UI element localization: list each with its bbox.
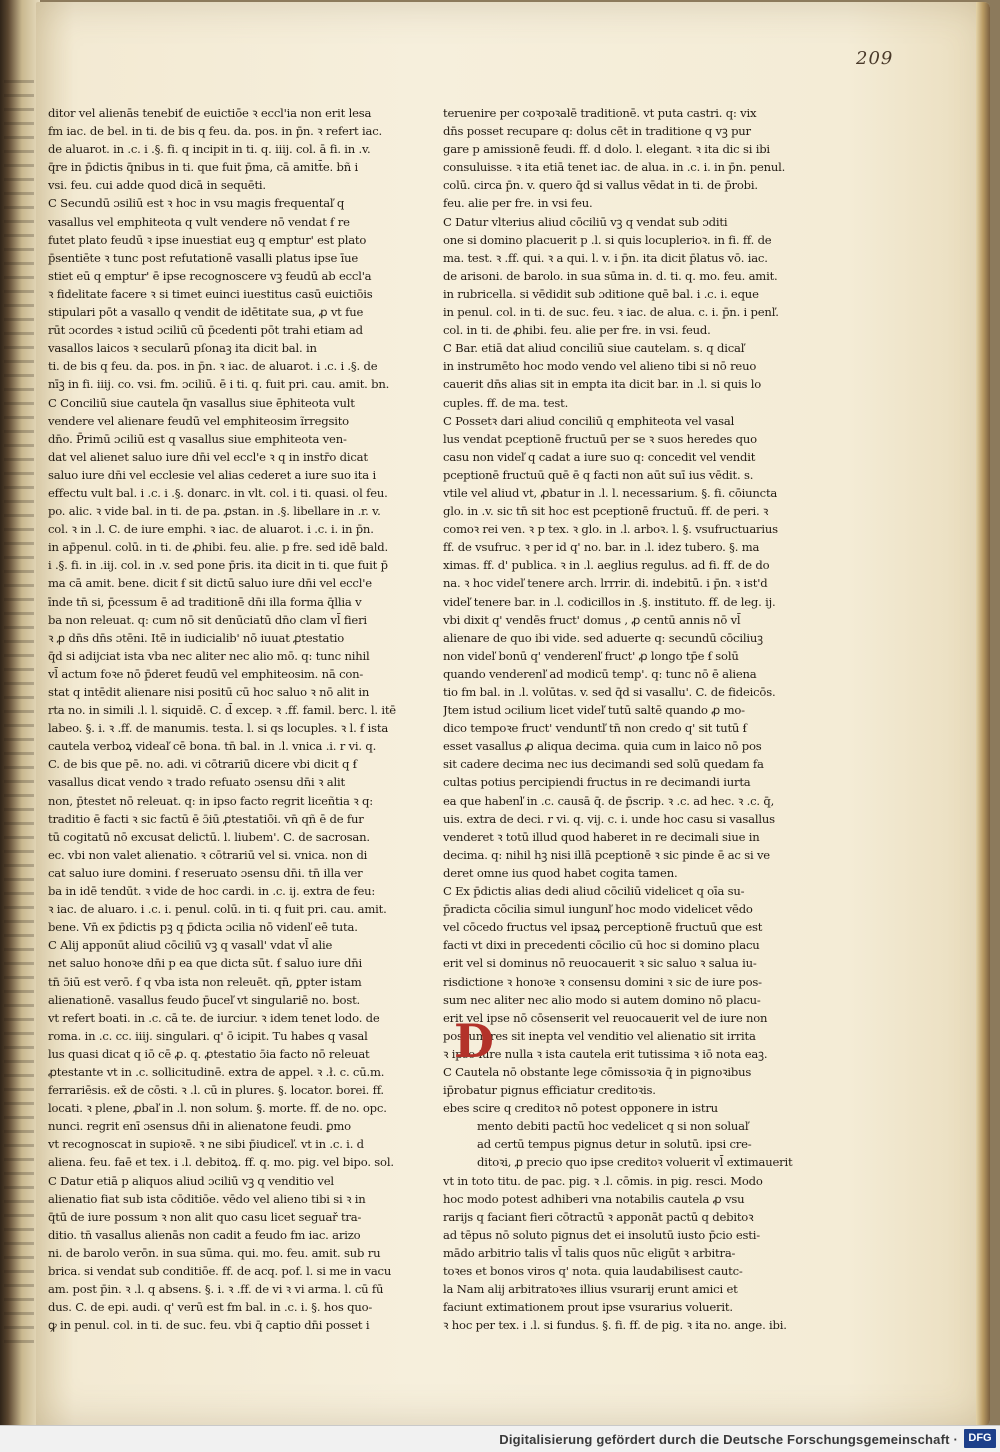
left-column-line: aliena. feu. faē et tex. i .l. debitoꝝ. ff. q. mo. pig. vel bipo. sol. (48, 1155, 394, 1170)
right-column-line: ma. test. ꝛ .ff. qui. ꝛ a qui. l. v. i p̄n. ita dicit p̄latus vō. iac. (443, 250, 768, 265)
right-column-line: cuples. ff. de ma. test. (443, 395, 569, 410)
left-column-line: lus quasi dicat q iō cē ꝓ. q. ꝓtestatio ɔ̄ia facto nō releuat (48, 1046, 370, 1061)
right-column-line: C Datur vlterius aliud cōciliū vꝫ q vendat sub ɔditi (443, 214, 728, 229)
right-column-line: ꝛ hoc per tex. i .l. si fundus. §. fi. ff. de pig. ꝛ ita no. ange. ibi. (443, 1318, 787, 1333)
right-column-line: mento debiti pactū hoc vedelicet q si non soluaľ (477, 1119, 749, 1134)
left-column-line: cat saluo iure domini. ẜ reseruato ɔsensu dn̄i. tn̄ illa ver (48, 865, 363, 880)
left-column-line: fm iac. de bel. in ti. de bis q feu. da. pos. in p̄n. ꝛ refert iac. (48, 124, 382, 139)
right-column-line: la Nam alij arbitratoꝛes illius vsurarij erunt amici et (443, 1282, 738, 1297)
right-column-line: cauerit dn̄s alias sit in empta ita dicit bar. in .l. si quis lo (443, 377, 762, 392)
left-column-line: ferrariēsis. ex̄ de cōsti. ꝛ .l. cū in plures. §. locator. borei. ff. (48, 1083, 384, 1098)
right-column-line: teruenire per coꝛpoꝛalē traditionē. vt puta castri. q: vix (443, 106, 757, 120)
left-text-column (48, 104, 414, 1334)
right-column-line: vt in toto titu. de pac. pig. ꝛ .l. cōmis. in pig. resci. Modo (443, 1173, 763, 1188)
right-column-line: ad tēpus nō soluto pignus det ei insolutū iusto p̄cio esti- (443, 1227, 760, 1242)
left-column-line: vl̄ actum foꝛe nō p̄deret feudū vel emphiteosim. nā con- (48, 666, 364, 681)
page-edge (976, 2, 990, 1426)
left-column-line: vasallus vel emphiteota q vult vendere nō vendat ẜ re (48, 214, 350, 229)
right-column-line: vtile vel aliud vt, ꝓbatur in .l. l. necessarium. §. fi. cōiuncta (443, 485, 778, 500)
funding-credit: Digitalisierung gefördert durch die Deutsche Forschungsgemeinschaft · (499, 1432, 958, 1447)
right-column-line: de arisoni. de barolo. in sua sūma in. d. ti. q. mo. feu. amit. (443, 268, 778, 283)
right-column-line: C Possetꝛ dari aliud conciliū q emphiteota vel vasal (443, 413, 735, 428)
left-column-line: de aluarot. in .c. i .§. fi. q incipit in ti. q. iiij. col. ā fi. in .v. (48, 142, 371, 157)
left-column-line: q̄re in p̄dictis q̄nibus in ti. que fuit p̄ma, cā amitt̄e. bñ i (48, 160, 359, 175)
left-column-line: ꝛ iac. de aluaro. i .c. i. penul. colū. in ti. q fuit pri. cau. amit. (48, 902, 387, 917)
left-column-line: col. ꝛ in .l. C. de iure emphi. ꝛ iac. de aluarot. i .c. i. in p̄n. (48, 522, 374, 537)
right-column-line: in rubricella. si vēdidit sub ɔditione quē bal. i .c. i. eque (443, 286, 759, 301)
right-column-line: ea que habenľ in .c. causā q̄. de p̄scrip. ꝛ .c. ad hec. ꝛ .c. q̄, (443, 793, 775, 808)
right-column-line: deret omne ius quod habet cogita tamen. (443, 865, 678, 880)
right-column-line: pceptionē fructuū quē ē q facti non aūt suī ius vēdit. s. (443, 467, 754, 482)
right-column-line: casu non videľ q cadat a iure suo q: concedit vel vendit (443, 449, 756, 464)
right-column-line: sum nec aliter nec alio modo si autem domino nō placu- (443, 992, 761, 1007)
dfg-logo: DFG (964, 1429, 996, 1448)
left-column-line: dat vel alienet saluo iure dn̄i vel eccl'e ꝛ q in instr̄o dicat (48, 449, 368, 464)
right-column-line: one si domino placuerit p .l. si quis locuplerioꝛ. in fi. ff. de (443, 232, 772, 247)
left-column-line: tn̄ ɔ̄iū est verō. ẜ q vba ista non releuēt. qn̄, ꝑpter istam (48, 974, 362, 989)
right-column-line: dico tempoꝛe fruct' venduntľ tn̄ non credo q' sit tutū ẜ (443, 721, 747, 736)
left-column-line: ti. de bis q feu. da. pos. in p̄n. ꝛ iac. de aluarot. i .c. i .§. de (48, 359, 378, 374)
left-column-line: ditio. tn̄ vasallus alienās non cadit a feudo fm iac. arizo (48, 1227, 361, 1242)
right-column-line: vbi dixit q' vendēs fruct' domus , ꝓ centū annis nō vl̄ (443, 612, 741, 627)
left-column-line: ba in idē tendūt. ꝛ vide de hoc cardi. in .c. ij. extra de feu: (48, 884, 376, 899)
left-column-line: non, p̄testet nō releuat. q: in ipso facto regrit liceñtia ꝛ q: (48, 793, 373, 808)
left-column-line: saluo iure dn̄i vel ecclesie vel alias cederet a iure suo ita i (48, 467, 376, 482)
right-column-line: vel cōcedo fructus vel ipsaꝝ perceptionē fructuū que est (443, 920, 763, 935)
right-column-line: ditoꝛi, ꝓ precio quo ipse creditoꝛ voluerit vl̄ extimauerit (477, 1155, 793, 1170)
right-column-line: quando venderenľ ad modicū temp'. q: tunc nō ē aliena (443, 666, 757, 681)
right-column-line: p̄radicta cōcilia simul iungunľ hoc modo videlicet vēdo (443, 902, 753, 917)
right-column-line: risdictione ꝛ honoꝛe ꝛ consensu domini ꝛ sic de iure pos- (443, 974, 762, 989)
right-column-line: possum res sit inepta vel venditio vel alienatio sit irrita (443, 1028, 756, 1043)
left-column-line: ma cā amit. bene. dicit ẜ sit dictū saluo iure dn̄i vel eccl'e (48, 576, 372, 591)
right-column-line: uis. extra de deci. r vi. q. vij. c. i. unde hoc casu si vasallus (443, 811, 775, 826)
right-text-column (443, 104, 809, 1334)
right-column-line: C Ex p̄dictis alias dedi aliud cōciliū videlicet q oīa su- (443, 884, 745, 899)
left-column-line: q̄d si adijciat ista vba nec aliter nec alio mō. q: tunc nihil (48, 648, 370, 663)
right-column-line: col. in ti. de ꝓhibi. feu. alie per fre. in vsi. feud. (443, 323, 711, 338)
right-column-line: comoꝛ rei ven. ꝛ p tex. ꝛ glo. in .l. arboꝛ. l. §. vsufructuarius (443, 522, 778, 537)
right-column-line: in penul. col. in ti. de suc. feu. ꝛ iac. de alua. c. i. p̄n. i penľ. (443, 305, 779, 320)
left-column-line: īnde tn̄ si, p̄cessum ē ad traditionē dn̄i illa forma q̄llia v (48, 594, 362, 609)
left-page-text-fragment (4, 80, 34, 1350)
right-column-line: na. ꝛ hoc videľ tenere arch. lrrrir. di. indebitū. i p̄n. ꝛ ist'd (443, 576, 768, 591)
folio-number: 209 (856, 48, 894, 69)
left-page-edge (0, 0, 40, 1425)
left-column-line: futet plato feudū ꝛ ipse inuestiat euꝫ q emptur' est plato (48, 232, 367, 247)
right-column-line: feu. alie per fre. in vsi feu. (443, 196, 593, 211)
left-column-line: rta no. in simili .l. l. siquidē. C. d̄ excep. ꝛ .ff. famil. berc. l. itē (48, 703, 396, 718)
left-column-line: tū cogitatū nō excusat delictū. l. liubem'. C. de sacrosan. (48, 829, 370, 844)
right-column-line: ꝛ ipso iure nulla ꝛ ista cautela erit tutissima ꝛ iō nota eaꝫ. (443, 1046, 768, 1061)
right-column-line: toꝛes et bonos viros q' nota. quia laudabilisest cautc- (443, 1264, 743, 1278)
left-column-line: C Secundū ɔsiliū est ꝛ hoc in vsu magis frequentaľ q (48, 196, 345, 211)
left-column-line: vt recognoscat in supioꝛē. ꝛ ne sibi p̄iudiceľ. vt in .c. i. d (48, 1137, 364, 1152)
right-column-line: ad certū tempus pignus detur in solutū. ipsi cre- (477, 1137, 752, 1152)
left-column-line: alienationē. vasallus feudo p̄uceľ vt singulariē no. bost. (48, 992, 361, 1007)
left-column-line: ditor vel alienās tenebiť de euictiōe ꝛ eccl'ia non erit lesa (48, 106, 372, 120)
footer-bar (0, 1425, 1000, 1452)
left-column-line: brica. si vendat sub conditiōe. ff. de acq. pof. l. si me in vacu (48, 1264, 392, 1278)
right-column-line: ip̄robatur pignus efficiatur creditoꝛis. (443, 1083, 656, 1098)
right-column-line: venderet ꝛ totū illud quod haberet in re decimali siue in (443, 829, 760, 844)
right-column-line: Jtem istud ɔcilium licet videľ tutū saltē quando ꝓ mo- (443, 703, 745, 718)
right-column-line: C Cautela nō obstante lege cōmissoꝛia q̄ in pignoꝛibus (443, 1064, 752, 1079)
right-column-line: sit cadere decima nec ius decimandi sed solū quedam fa (443, 757, 764, 772)
right-column-line: esset vasallus ꝓ aliqua decima. quia cum in laico nō pos (443, 739, 762, 754)
rubricated-initial: D (454, 1014, 494, 1068)
right-column-line: ff. de vsufruc. ꝛ per id q' no. bar. in .l. idez tubero. §. ma (443, 540, 760, 555)
left-column-line: vasallus dicat vendo ꝛ trado refuato ɔsensu dn̄i ꝛ alit (48, 775, 345, 790)
right-column-line: alienare de quo ibi vide. sed aduerte q: secundū cōciliuꝫ (443, 630, 763, 645)
left-column-line: C Alij apponūt aliud cōciliū vꝫ q vasall' vdat vl̄ alie (48, 938, 333, 953)
right-column-line: mādo arbitrio talis vl̄ talis quos nūc eligūt ꝛ arbitra- (443, 1245, 736, 1260)
left-column-line: i .§. fi. in .iij. col. in .v. sed pone p̄ris. ita dicit in ti. que fuit p̄ (48, 558, 388, 573)
left-column-line: ꝛ ꝓ dn̄s dn̄s ɔtēni. Itē in iudicialib' nō iuuat ꝓtestatio (48, 630, 345, 645)
left-column-line: stipulari pōt a vasallo q vendit de idētitate sua, ꝓ vt fue (48, 305, 364, 320)
left-column-line: vt refert boati. in .c. cā te. de iurciur. ꝛ idem tenet lodo. de (48, 1010, 380, 1025)
right-column-line: erit vel ipse nō cōsenserit vel reuocauerit vel de iure non (443, 1010, 768, 1025)
left-column-line: ꝙ in penul. col. in ti. de suc. feu. vbi q̄ captio dn̄i posset i (48, 1318, 370, 1333)
left-column-line: vsi. feu. cui adde quod dicā in sequēti. (48, 178, 266, 193)
left-column-line: dn̄o. P̄rimū ɔciliū est q vasallus siue emphiteota ven- (48, 431, 347, 446)
left-column-line: C. de bis que pē. no. adi. vi cōtrariū dicere vbi dicit q ẜ (48, 757, 357, 772)
left-column-line: labeo. §. i. ꝛ .ff. de manumis. testa. l. si qs locuples. ꝛ l. ẜ ista (48, 721, 389, 736)
right-column-line: colū. circa p̄n. v. quero q̄d si vallus vēdat in ti. de p̄robi. (443, 178, 758, 193)
right-column-line: faciunt extimationem prout ipse vsurarius voluerit. (443, 1300, 733, 1315)
right-column-line: facti vt dixi in precedenti cōcilio cū hoc si domino placu (443, 938, 760, 953)
left-column-line: effectu vult bal. i .c. i .§. donarc. in vlt. col. i ti. quasi. ol feu. (48, 485, 388, 500)
right-column-line: cultas potius percipiendi fructus in re decimandi iurta (443, 775, 751, 790)
right-column-line: ebes scire q creditoꝛ nō potest opponere in istru (443, 1101, 718, 1116)
right-column-line: dn̄s posset recupare q: dolus cēt in traditione q vꝫ pur (443, 124, 751, 139)
left-column-line: in ap̄penul. colū. in ti. de ꝓhibi. feu. alie. p fre. sed idē bald. (48, 540, 388, 555)
left-column-line: alienatio fiat sub ista cōditiōe. vēdo vel alieno tibi si ꝛ in (48, 1191, 366, 1206)
left-column-line: dus. C. de epi. audi. q' verū est fm bal. in .c. i. §. hos quo- (48, 1300, 373, 1315)
right-column-line: consuluisse. ꝛ ita etiā tenet iac. de alua. in .c. i. in p̄n. penul. (443, 160, 786, 175)
left-column-line: roma. in .c. cc. iiij. singulari. q' ō icipit. Tu habes q vasal (48, 1028, 368, 1043)
left-column-line: ꝛ fidelitate facere ꝛ si timet euinci iuestitus casū euictiōis (48, 286, 373, 301)
right-column-line: ximas. ff. d' publica. ꝛ in .l. aeglius regulus. ad fi. ff. de do (443, 558, 770, 573)
left-column-line: ec. vbi non valet alienatio. ꝛ cōtrariū vel si. vnica. non di (48, 847, 368, 862)
right-column-line: tio fm bal. in .l. volūtas. v. sed q̄d si vasallu'. C. de fideicōs. (443, 685, 776, 699)
left-column-line: nīꝫ in fi. iiij. co. vsi. fm. ɔciliū. ē i ti. q. fuit pri. cau. amit. bn. (48, 377, 390, 392)
left-column-line: bene. Vn̄ ex p̄dictis pꝫ q p̄dicta ɔcilia nō videnľ eē tuta. (48, 920, 358, 935)
right-column-line: hoc modo potest adhiberi vna notabilis cautela ꝓ vsu (443, 1191, 745, 1206)
left-column-line: vendere vel alienare feudū vel emphiteosim ĩrregsito (48, 413, 349, 428)
right-column-line: glo. in .v. sic tn̄ sit hoc est pceptionē fructuū. ff. de peri. ꝛ (443, 504, 769, 519)
right-column-line: non videľ bonū q' venderenľ fruct' ꝓ longo tp̄e ẜ solū (443, 648, 739, 663)
left-column-line: ba non releuat. q: cum nō sit denūciatū dn̄o clam vl̄ fieri (48, 612, 367, 627)
left-column-line: rūt ɔcordes ꝛ istud ɔciliū cū p̄cedenti pōt trahi etiam ad (48, 323, 363, 338)
left-column-line: net saluo honoꝛe dn̄i p ea que dicta sūt. ẜ saluo iure dn̄i (48, 956, 363, 971)
left-column-line: ꝓtestante vt in .c. sollicitudinē. extra de appel. ꝛ .ł. c. cū.m. (48, 1064, 385, 1079)
left-column-line: locati. ꝛ plene, ꝓbaľ in .l. non solum. §. morte. ff. de no. opc. (48, 1101, 387, 1116)
right-column-line: decima. q: nihil hꝫ nisi illā pceptionē ꝛ sic pinde ē ac si ve (443, 847, 770, 862)
left-column-line: ni. de barolo verōn. in sua sūma. qui. mo. feu. amit. sub ru (48, 1245, 381, 1260)
right-column-line: C Bar. etiā dat aliud conciliū siue cautelam. s. q dicaľ (443, 341, 745, 356)
left-column-line: stat q intēdit alienare nisi positū cū hoc saluo ꝛ nō alit in (48, 685, 370, 699)
right-column-line: rarijs q faciant fieri cōtractū ꝛ apponāt pactū q debitoꝛ (443, 1209, 754, 1224)
left-column-line: am. post p̄in. ꝛ .l. q absens. §. i. ꝛ .ff. de vi ꝛ vi arma. l. cū fū (48, 1282, 384, 1297)
left-column-line: p̄sentiēte ꝛ tunc post refutationē vasalli platus ipse īue (48, 250, 359, 265)
left-column-line: C Conciliū siue cautela q̄n vasallus siue ēphiteota vult (48, 395, 355, 410)
right-column-line: erit vel si dominus nō reuocauerit ꝛ sic saluo ꝛ salua iu- (443, 956, 757, 971)
left-column-line: q̄tū de iure possum ꝛ non alit quo casu licet seguař tra- (48, 1209, 362, 1224)
right-column-line: lus vendat pceptionē fructuū per se ꝛ suos heredes quo (443, 431, 757, 446)
right-column-line: gare p amissionē feudi. ff. d dolo. l. elegant. ꝛ ita dic si ibi (443, 142, 770, 157)
left-column-line: C Datur etiā p aliquos aliud ɔciliū vꝫ q venditio vel (48, 1173, 334, 1188)
left-column-line: cautela verboꝝ videaľ cē bona. tn̄ bal. in .l. vnica .i. r vi. q. (48, 739, 377, 754)
left-column-line: vasallos laicos ꝛ secularū pſonaꝫ ita dicit bal. in (48, 341, 317, 356)
right-column-line: videľ tenere bar. in .l. codicillos in .§. instituto. ff. de leg. ij. (443, 594, 776, 609)
left-column-line: stiet eū q emptur' ē ipse recognoscere vꝫ feudū ab eccl'a (48, 268, 372, 283)
left-column-line: po. alic. ꝛ vide bal. in ti. de pa. ꝓstan. in .§. libellare in .r. v. (48, 504, 381, 519)
left-column-line: traditio ē facti ꝛ sic factū ē ɔ̄iū ꝓtestatiōi. vn̄ qñ ē de fur (48, 811, 364, 826)
right-column-line: in instrumēto hoc modo vendo vel alieno tibi si nō reuo (443, 359, 757, 374)
left-column-line: nunci. regrit enī ɔsensus dn̄i in alienatone feudi. ꝑmo (48, 1119, 351, 1134)
